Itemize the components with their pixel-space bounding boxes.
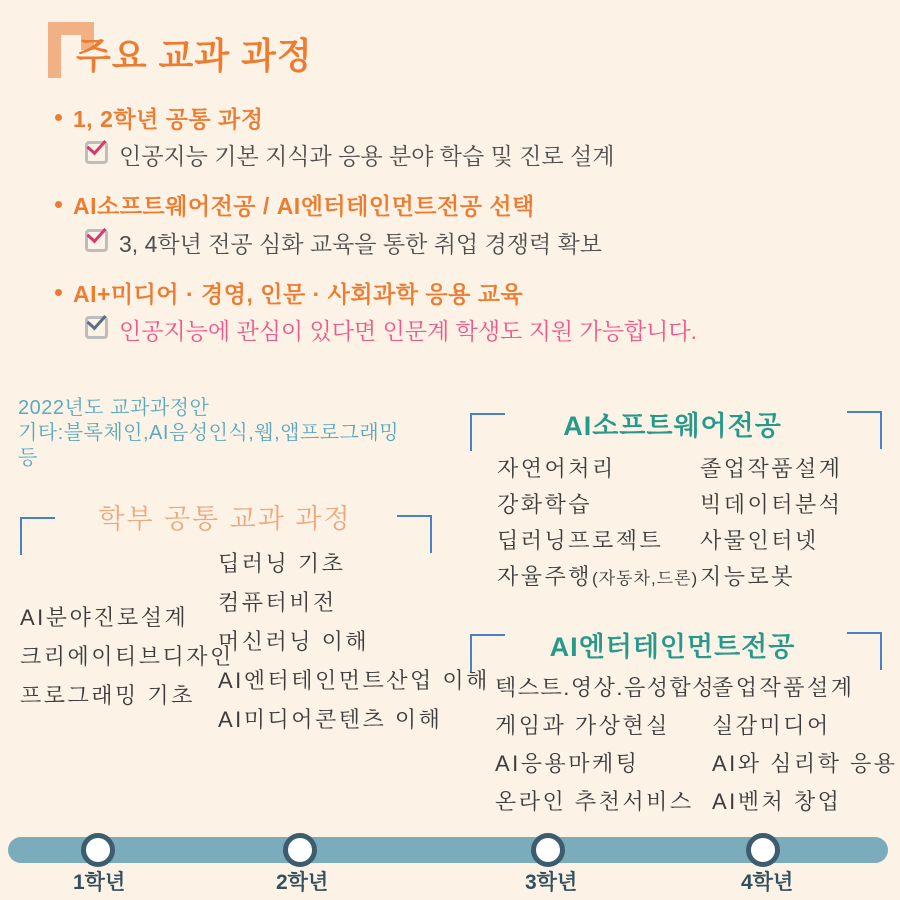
common-left-course-list: [20, 601, 234, 718]
course-item: AI엔터테인먼트산업 이해: [218, 668, 490, 693]
course-item: 프로그래밍 기초: [20, 683, 195, 708]
bullet-label: 1, 2학년 공통 과정: [73, 106, 264, 132]
entertainment-right-course-list: [712, 671, 898, 823]
course-item: AI벤처 창업: [712, 789, 842, 814]
course-item: 강화학습: [497, 492, 593, 517]
bracket-top-left-icon: [470, 634, 505, 672]
bullet-dot: [55, 201, 62, 208]
course-item: 빅데이터분석: [700, 492, 843, 517]
software-left-course-list: [497, 452, 698, 596]
course-item: 졸업작품설계: [712, 675, 855, 700]
course-item: 컴퓨터비전: [218, 590, 337, 615]
check-item-1: [85, 138, 614, 171]
bracket-top-left-icon: [20, 517, 55, 555]
note-line: 등: [18, 447, 38, 469]
timeline-node-year2: [283, 833, 317, 867]
course-item: AI분야진로설계: [20, 605, 189, 630]
timeline-node-year3: [531, 833, 565, 867]
checkbox-check-icon: [85, 229, 108, 252]
check-item-3: [85, 313, 697, 346]
course-item-main: 자율주행: [497, 564, 593, 589]
course-item: 머신러닝 이해: [218, 629, 370, 654]
bullet-label: AI+미디어 · 경영, 인문 · 사회과학 응용 교육: [73, 281, 524, 307]
common-mid-course-list: [218, 547, 490, 742]
bullet-dot: [55, 289, 62, 296]
bracket-top-left-icon: [470, 413, 505, 451]
course-item: 텍스트.영상.음성합성: [495, 675, 715, 700]
bracket-top-right-icon: [847, 632, 882, 670]
timeline-label-year2: 2학년: [276, 871, 329, 894]
course-item: AI미디어콘텐츠 이해: [218, 707, 443, 732]
bullet-dot: [55, 114, 62, 121]
course-item: 자연어처리: [497, 456, 616, 481]
timeline-node-year4: [746, 833, 780, 867]
course-item: AI와 심리학 응용: [712, 751, 898, 776]
course-item: 게임과 가상현실: [495, 713, 670, 738]
common-section-title: 학부 공통 교과 과정: [98, 504, 352, 534]
timeline-label-year4: 4학년: [741, 871, 794, 894]
course-item: AI응용마케팅: [495, 751, 640, 776]
entertainment-left-course-list: [495, 671, 715, 823]
bullet-label: AI소프트웨어전공 / AI엔터테인먼트전공 선택: [73, 193, 535, 219]
course-note: (자동차,드론): [592, 569, 699, 588]
course-item: 졸업작품설계: [700, 456, 843, 481]
bullet-heading-1: [55, 101, 263, 134]
timeline-label-year3: 3학년: [525, 871, 578, 894]
checkbox-check-icon: [85, 141, 108, 164]
timeline-label-year1: 1학년: [73, 871, 126, 894]
check-item-2: [85, 226, 602, 259]
bullet-heading-3: [55, 276, 523, 309]
note-line: 기타:블록체인,AI음성인식,웹,앱프로그래밍: [18, 422, 400, 444]
bracket-top-right-icon: [847, 411, 882, 449]
course-item: 딥러닝 기초: [218, 551, 346, 576]
check-text: 인공지능에 관심이 있다면 인문계 학생도 지원 가능합니다.: [119, 318, 697, 344]
note-line: 2022년도 교과과정안: [18, 397, 210, 419]
curriculum-note: [18, 396, 399, 471]
course-item: 지능로봇: [700, 564, 796, 589]
course-item: 사물인터넷: [700, 528, 819, 553]
entertainment-major-title: AI엔터테인먼트전공: [549, 632, 796, 662]
checkbox-check-icon: [85, 316, 108, 339]
page-title: 주요 교과 과정: [76, 35, 313, 76]
bullet-heading-2: [55, 188, 535, 221]
timeline-node-year1: [81, 833, 115, 867]
course-item: 온라인 추천서비스: [495, 789, 694, 814]
software-right-course-list: [700, 452, 843, 596]
software-major-title: AI소프트웨어전공: [563, 411, 782, 441]
course-item: [497, 560, 698, 596]
check-text: 인공지능 기본 지식과 응용 분야 학습 및 진로 설계: [119, 143, 615, 169]
check-text: 3, 4학년 전공 심화 교육을 통한 취업 경쟁력 확보: [119, 231, 603, 257]
course-item: 실감미디어: [712, 713, 831, 738]
course-item: 딥러닝프로젝트: [497, 528, 664, 553]
course-item: 크리에이티브디자인: [20, 644, 234, 669]
